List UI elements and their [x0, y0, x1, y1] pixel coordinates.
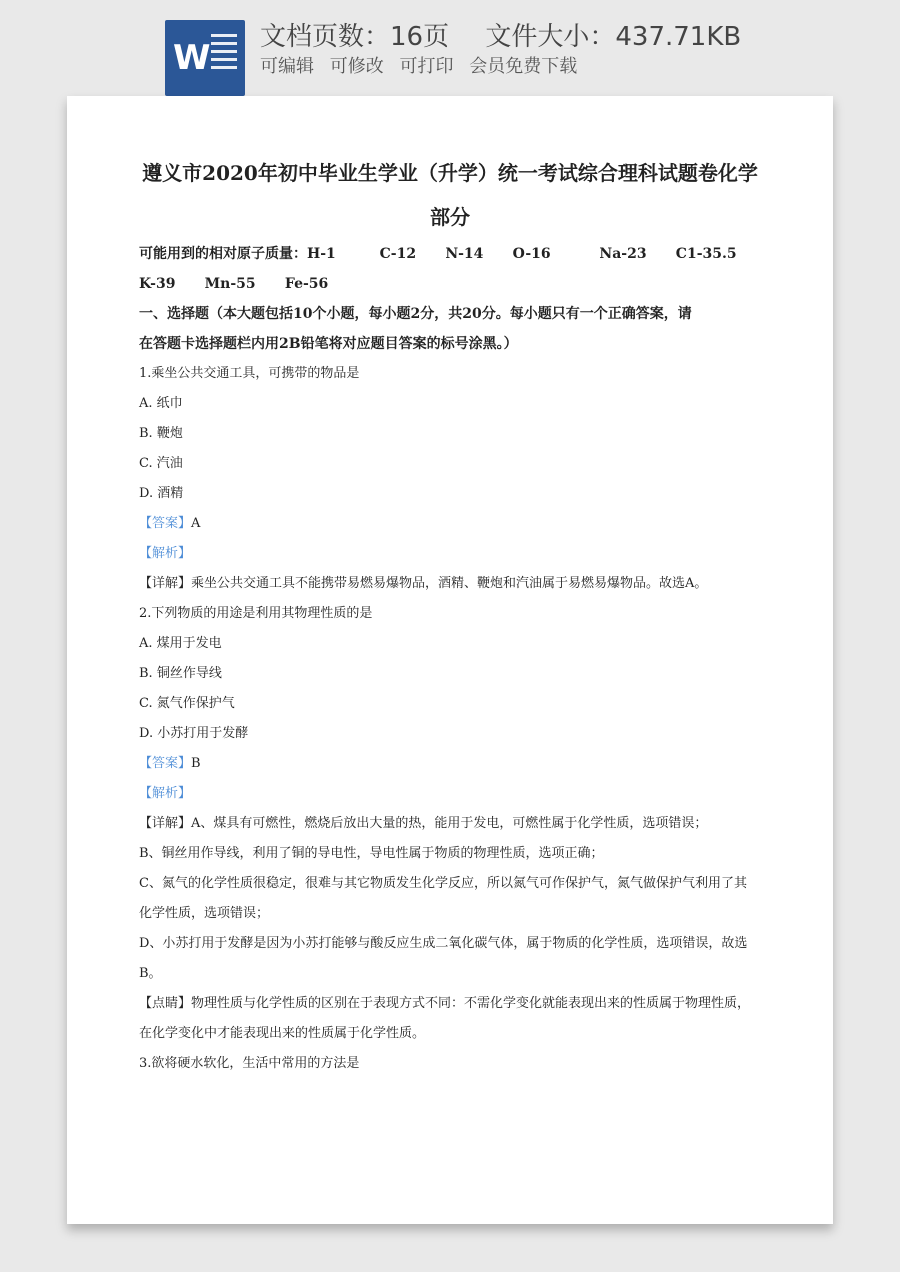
q2-detail-line5: D、小苏打用于发酵是因为小苏打能够与酸反应生成二氧化碳气体，属于物质的化学性质，选项错误，故选 — [139, 936, 748, 951]
doc-title-line2: 部分 — [430, 205, 470, 229]
download-banner — [0, 0, 900, 100]
document-content — [139, 151, 761, 1079]
doc-meta — [260, 20, 741, 54]
q1-option-c: C. 汽油 — [139, 456, 183, 471]
atomic-mass-line1: 可能用到的相对原子质量：H-1 C-12 N-14 O-16 Na-23 C1-35.5 — [139, 246, 737, 262]
section1-heading-line1: 一、选择题（本大题包括10个小题，每小题2分，共20分。每小题只有一个正确答案，请 — [139, 306, 692, 322]
page-count: 文档页数：16页 — [260, 22, 450, 52]
question-1: 1.乘坐公共交通工具，可携带的物品是 — [139, 366, 360, 381]
q2-detail-line4: 化学性质，选项错误； — [139, 906, 270, 921]
feature-modifiable: 可修改 — [329, 56, 384, 77]
q2-answer — [139, 749, 761, 779]
doc-title-line1: 遵义市2020年初中毕业生学业（升学）统一考试综合理科试题卷化学 — [142, 161, 758, 185]
answer-label: 【答案】 — [139, 516, 192, 531]
word-icon-letter: W — [173, 38, 211, 78]
q2-option-b: B. 铜丝作导线 — [139, 666, 222, 681]
feature-editable: 可编辑 — [260, 56, 314, 77]
q2-tip-line1: 【点睛】物理性质与化学性质的区别在于表现方式不同：不需化学变化就能表现出来的性质属于物理性质， — [139, 996, 751, 1011]
word-icon — [165, 20, 245, 96]
q2-detail-line6: B。 — [139, 966, 162, 981]
question-2: 2.下列物质的用途是利用其物理性质的是 — [139, 606, 373, 621]
q2-detail-line1: 【详解】A、煤具有可燃性，燃烧后放出大量的热，能用于发电，可燃性属于化学性质，选项错误； — [139, 816, 708, 831]
q2-analysis-label: 【解析】 — [139, 786, 192, 801]
q1-option-b: B. 鞭炮 — [139, 426, 183, 441]
q2-answer-value: B — [191, 756, 201, 771]
section1-heading-line2: 在答题卡选择题栏内用2B铅笔将对应题目答案的标号涂黑。） — [139, 336, 518, 352]
q2-detail-line3: C、氮气的化学性质很稳定，很难与其它物质发生化学反应，所以氮气可作保护气，氮气做保护气利用了其 — [139, 876, 747, 891]
question-3: 3.欲将硬水软化，生活中常用的方法是 — [139, 1056, 360, 1071]
q1-answer-value: A — [191, 516, 201, 531]
q2-detail-line2: B、铜丝用作导线，利用了铜的导电性，导电性属于物质的物理性质，选项正确； — [139, 846, 604, 861]
q1-answer — [139, 509, 761, 539]
q1-option-a: A. 纸巾 — [139, 396, 183, 411]
atomic-mass-line2: K-39 Mn-55 Fe-56 — [139, 276, 329, 292]
file-size: 文件大小：437.71KB — [485, 22, 742, 52]
q2-option-d: D. 小苏打用于发酵 — [139, 726, 249, 741]
feature-list — [260, 55, 577, 79]
q2-option-c: C. 氮气作保护气 — [139, 696, 235, 711]
feature-printable: 可打印 — [399, 56, 454, 77]
feature-member-download: 会员免费下载 — [469, 56, 578, 77]
q1-option-d: D. 酒精 — [139, 486, 184, 501]
document-page — [67, 96, 833, 1224]
q1-detail: 【详解】乘坐公共交通工具不能携带易燃易爆物品，酒精、鞭炮和汽油属于易燃易爆物品。故选A。 — [139, 576, 708, 591]
q1-analysis-label: 【解析】 — [139, 546, 192, 561]
word-icon-lines — [211, 34, 237, 82]
q2-option-a: A. 煤用于发电 — [139, 636, 222, 651]
answer-label: 【答案】 — [139, 756, 192, 771]
q2-tip-line2: 在化学变化中才能表现出来的性质属于化学性质。 — [139, 1026, 426, 1041]
